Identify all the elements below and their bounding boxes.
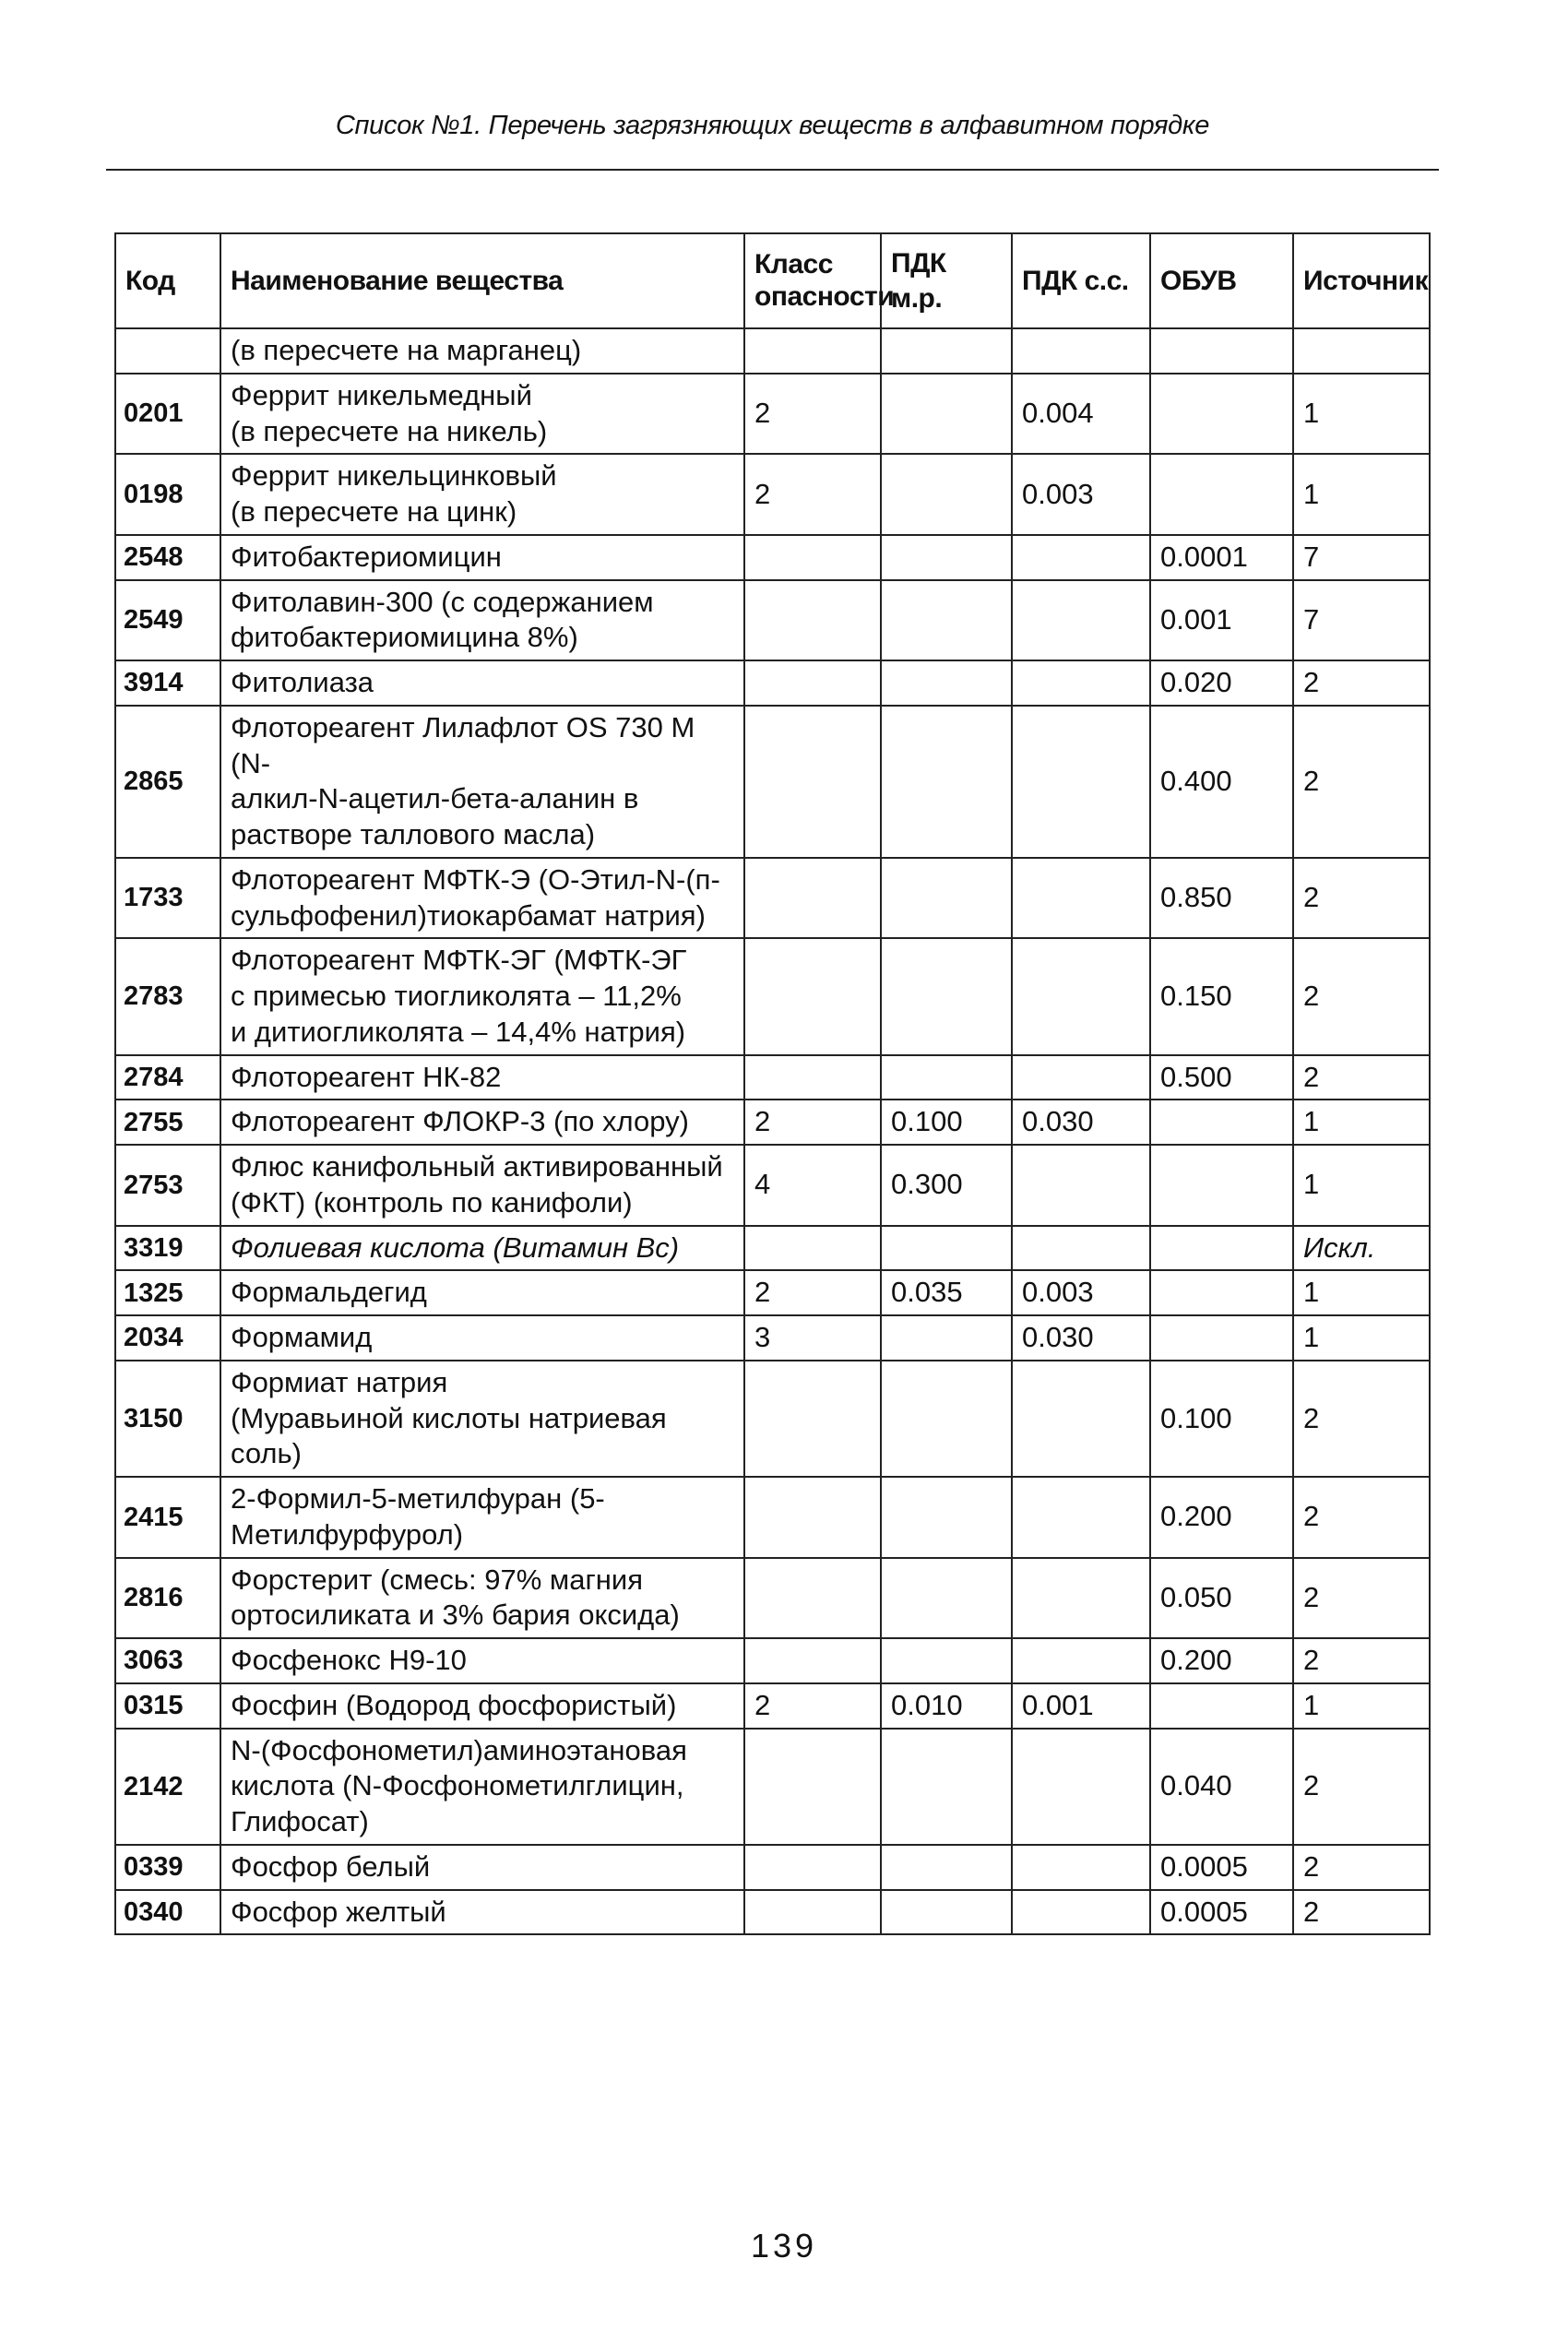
cell-source: 7: [1293, 535, 1430, 580]
cell-obuv: [1150, 1683, 1293, 1729]
cell-pdk-mr: [881, 454, 1012, 535]
cell-hazard-class: [744, 1558, 881, 1639]
cell-name: [220, 1683, 744, 1729]
cell-pdk-mr: 0.035: [881, 1270, 1012, 1315]
cell-obuv: [1150, 374, 1293, 455]
cell-source: 1: [1293, 1270, 1430, 1315]
cell-name-line: (в пересчете на марганец): [231, 334, 582, 366]
cell-hazard-class: [744, 1845, 881, 1890]
cell-code: 0315: [115, 1683, 220, 1729]
cell-name: [220, 1226, 744, 1271]
cell-hazard-class: [744, 1638, 881, 1683]
cell-hazard-class: 2: [744, 1100, 881, 1145]
cell-name: [220, 535, 744, 580]
cell-source: 2: [1293, 1055, 1430, 1100]
cell-code: 3914: [115, 660, 220, 706]
cell-code: 1325: [115, 1270, 220, 1315]
cell-name-line: с примесью тиогликолята – 11,2%: [231, 980, 682, 1012]
cell-source: [1293, 328, 1430, 374]
cell-name-line: (ФКТ) (контроль по канифоли): [231, 1185, 633, 1219]
cell-pdk-ss: 0.030: [1012, 1100, 1150, 1145]
cell-source: Искл.: [1293, 1226, 1430, 1271]
cell-name-line: Феррит никельцинковый: [231, 459, 557, 493]
table-row: [115, 1361, 1430, 1477]
cell-name: [220, 328, 744, 374]
cell-name: [220, 1845, 744, 1890]
table-body: [115, 328, 1430, 1934]
cell-pdk-ss: [1012, 858, 1150, 939]
table-row: [115, 1558, 1430, 1639]
table-row: [115, 1845, 1430, 1890]
cell-code: 0198: [115, 454, 220, 535]
cell-source: 1: [1293, 1100, 1430, 1145]
cell-hazard-class: [744, 1890, 881, 1935]
cell-name: [220, 1100, 744, 1145]
cell-pdk-mr: [881, 1890, 1012, 1935]
cell-code: 0201: [115, 374, 220, 455]
cell-obuv: [1150, 1226, 1293, 1271]
cell-source: 1: [1293, 1145, 1430, 1226]
cell-name: [220, 1315, 744, 1361]
cell-source: 1: [1293, 1315, 1430, 1361]
table-row: [115, 374, 1430, 455]
cell-pdk-mr: [881, 374, 1012, 455]
header-rule: [106, 169, 1439, 171]
cell-name-line: Фосфор желтый: [231, 1895, 446, 1928]
cell-pdk-ss: [1012, 328, 1150, 374]
cell-hazard-class: [744, 580, 881, 661]
cell-pdk-mr: [881, 1315, 1012, 1361]
cell-pdk-mr: [881, 660, 1012, 706]
cell-name-line: Фосфенокс Н9-10: [231, 1644, 467, 1676]
cell-code: 2415: [115, 1477, 220, 1558]
cell-obuv: 0.200: [1150, 1638, 1293, 1683]
cell-name: [220, 454, 744, 535]
col-header-hazard-class-text: Класс опасности: [754, 249, 895, 312]
cell-pdk-mr: [881, 580, 1012, 661]
cell-obuv: 0.500: [1150, 1055, 1293, 1100]
cell-name-line: Фолиевая кислота (Витамин Вс): [231, 1230, 680, 1264]
cell-name-line: ортосиликата и 3% бария оксида): [231, 1599, 680, 1632]
cell-name-line: Фитобактериомицин: [231, 540, 502, 573]
cell-pdk-ss: [1012, 535, 1150, 580]
cell-name: [220, 1890, 744, 1935]
cell-code: 1733: [115, 858, 220, 939]
cell-code: 2753: [115, 1145, 220, 1226]
cell-name-line: N-(Фосфонометил)аминоэтановая: [231, 1733, 687, 1766]
cell-code: 0339: [115, 1845, 220, 1890]
pollutants-table: [114, 232, 1431, 1935]
cell-name-line: Формиат натрия: [231, 1365, 448, 1398]
cell-hazard-class: [744, 328, 881, 374]
cell-hazard-class: [744, 1729, 881, 1845]
cell-name-line: Флотореагент ФЛОКР-3 (по хлору): [231, 1105, 689, 1138]
cell-source: 2: [1293, 938, 1430, 1054]
cell-name: [220, 858, 744, 939]
cell-code: 2548: [115, 535, 220, 580]
cell-pdk-mr: [881, 858, 1012, 939]
cell-pdk-mr: 0.100: [881, 1100, 1012, 1145]
cell-pdk-mr: [881, 1845, 1012, 1890]
cell-code: 3150: [115, 1361, 220, 1477]
cell-pdk-mr: [881, 706, 1012, 858]
cell-name-line: Фосфин (Водород фосфористый): [231, 1688, 677, 1721]
cell-hazard-class: 4: [744, 1145, 881, 1226]
cell-pdk-ss: [1012, 1361, 1150, 1477]
cell-name-line: (Муравьиной кислоты натриевая соль): [231, 1401, 667, 1470]
cell-hazard-class: 2: [744, 374, 881, 455]
col-header-name: Наименование вещества: [220, 233, 744, 328]
table-row: [115, 1729, 1430, 1845]
col-header-pdk-mr: ПДК м.р.: [881, 233, 1012, 328]
cell-source: 1: [1293, 454, 1430, 535]
cell-hazard-class: 2: [744, 1683, 881, 1729]
cell-name-line: 2-Формил-5-метилфуран (5-: [231, 1482, 605, 1515]
cell-pdk-mr: [881, 1477, 1012, 1558]
cell-source: 2: [1293, 1361, 1430, 1477]
cell-source: 2: [1293, 1477, 1430, 1558]
cell-source: 2: [1293, 1729, 1430, 1845]
cell-pdk-ss: [1012, 1890, 1150, 1935]
cell-name: [220, 580, 744, 661]
table-row: [115, 1477, 1430, 1558]
cell-obuv: 0.400: [1150, 706, 1293, 858]
cell-pdk-mr: [881, 1558, 1012, 1639]
cell-code: 2549: [115, 580, 220, 661]
cell-name: [220, 1361, 744, 1477]
cell-pdk-ss: [1012, 1226, 1150, 1271]
cell-name-line: фитобактериомицина 8%): [231, 621, 578, 654]
cell-pdk-mr: [881, 938, 1012, 1054]
cell-source: 2: [1293, 1890, 1430, 1935]
cell-pdk-mr: 0.300: [881, 1145, 1012, 1226]
cell-pdk-ss: [1012, 1729, 1150, 1845]
cell-source: 7: [1293, 580, 1430, 661]
cell-pdk-ss: [1012, 938, 1150, 1054]
cell-code: 3319: [115, 1226, 220, 1271]
cell-hazard-class: 3: [744, 1315, 881, 1361]
cell-name-line: алкил-N-ацетил-бета-аланин в: [231, 782, 639, 815]
cell-pdk-ss: [1012, 1477, 1150, 1558]
table-row: [115, 1055, 1430, 1100]
cell-obuv: [1150, 1100, 1293, 1145]
cell-hazard-class: [744, 858, 881, 939]
table-row: [115, 1226, 1430, 1271]
cell-hazard-class: [744, 706, 881, 858]
table-row: [115, 938, 1430, 1054]
cell-pdk-mr: [881, 535, 1012, 580]
cell-obuv: 0.150: [1150, 938, 1293, 1054]
cell-name-line: Флотореагент МФТК-Э (О-Этил-N-(п-: [231, 862, 720, 896]
cell-obuv: 0.001: [1150, 580, 1293, 661]
table-row: [115, 1270, 1430, 1315]
cell-pdk-ss: 0.001: [1012, 1683, 1150, 1729]
cell-name-line: Фосфор белый: [231, 1849, 431, 1883]
cell-obuv: 0.0001: [1150, 535, 1293, 580]
cell-name: [220, 1055, 744, 1100]
cell-source: 2: [1293, 660, 1430, 706]
cell-obuv: 0.100: [1150, 1361, 1293, 1477]
cell-source: 2: [1293, 1638, 1430, 1683]
cell-pdk-ss: [1012, 1845, 1150, 1890]
table-row: [115, 1145, 1430, 1226]
cell-pdk-ss: [1012, 1558, 1150, 1639]
cell-hazard-class: [744, 1477, 881, 1558]
cell-source: 1: [1293, 374, 1430, 455]
cell-pdk-ss: 0.030: [1012, 1315, 1150, 1361]
cell-hazard-class: 2: [744, 1270, 881, 1315]
cell-name-line: (в пересчете на цинк): [231, 495, 517, 528]
cell-code: 2816: [115, 1558, 220, 1639]
cell-obuv: 0.0005: [1150, 1845, 1293, 1890]
cell-hazard-class: [744, 1226, 881, 1271]
cell-pdk-ss: [1012, 706, 1150, 858]
cell-hazard-class: 2: [744, 454, 881, 535]
cell-obuv: [1150, 1315, 1293, 1361]
cell-pdk-ss: [1012, 1055, 1150, 1100]
cell-obuv: [1150, 1270, 1293, 1315]
cell-obuv: 0.0005: [1150, 1890, 1293, 1935]
cell-hazard-class: [744, 660, 881, 706]
table-row: [115, 1315, 1430, 1361]
cell-code: 2784: [115, 1055, 220, 1100]
cell-name: [220, 1270, 744, 1315]
table-row: [115, 706, 1430, 858]
cell-name-line: Формамид: [231, 1321, 373, 1353]
col-header-obuv: ОБУВ: [1150, 233, 1293, 328]
table-row: [115, 858, 1430, 939]
cell-pdk-ss: [1012, 1145, 1150, 1226]
cell-name-line: Флотореагент Лилафлот OS 730 M (N-: [231, 710, 695, 779]
cell-obuv: 0.850: [1150, 858, 1293, 939]
cell-name: [220, 374, 744, 455]
cell-name-line: Глифосат): [231, 1805, 369, 1837]
cell-name-line: Метилфурфурол): [231, 1517, 464, 1551]
cell-source: 2: [1293, 706, 1430, 858]
cell-pdk-mr: [881, 1729, 1012, 1845]
cell-pdk-ss: 0.003: [1012, 454, 1150, 535]
cell-name: [220, 938, 744, 1054]
cell-name-line: Формальдегид: [231, 1276, 427, 1309]
cell-source: 2: [1293, 1845, 1430, 1890]
cell-obuv: [1150, 328, 1293, 374]
cell-code: 3063: [115, 1638, 220, 1683]
cell-hazard-class: [744, 1055, 881, 1100]
table-row: [115, 535, 1430, 580]
cell-name-line: Феррит никельмедный: [231, 378, 532, 411]
cell-pdk-ss: 0.004: [1012, 374, 1150, 455]
cell-obuv: [1150, 454, 1293, 535]
col-header-source: Источник: [1293, 233, 1430, 328]
cell-name-line: Фитолавин-300 (с содержанием: [231, 585, 654, 618]
table-row: [115, 1100, 1430, 1145]
cell-source: 1: [1293, 1683, 1430, 1729]
cell-name-line: Флотореагент НК-82: [231, 1060, 502, 1093]
cell-pdk-mr: [881, 1055, 1012, 1100]
table-row: [115, 580, 1430, 661]
cell-source: 2: [1293, 858, 1430, 939]
cell-code: 2865: [115, 706, 220, 858]
cell-name-line: Флотореагент МФТК-ЭГ (МФТК-ЭГ: [231, 944, 687, 977]
cell-pdk-mr: [881, 1638, 1012, 1683]
cell-name-line: растворе таллового масла): [231, 818, 596, 850]
cell-pdk-ss: 0.003: [1012, 1270, 1150, 1315]
cell-code: 2034: [115, 1315, 220, 1361]
table-row: [115, 1683, 1430, 1729]
cell-pdk-mr: [881, 328, 1012, 374]
cell-obuv: 0.050: [1150, 1558, 1293, 1639]
table-row: [115, 1890, 1430, 1935]
cell-hazard-class: [744, 1361, 881, 1477]
cell-pdk-mr: [881, 1361, 1012, 1477]
page-number: 139: [750, 2227, 818, 2265]
col-header-code: Код: [115, 233, 220, 328]
cell-pdk-ss: [1012, 1638, 1150, 1683]
cell-name-line: Форстерит (смесь: 97% магния: [231, 1563, 644, 1596]
table-header-row: [115, 233, 1430, 328]
cell-code: 0340: [115, 1890, 220, 1935]
cell-pdk-ss: [1012, 580, 1150, 661]
cell-name: [220, 660, 744, 706]
cell-code: [115, 328, 220, 374]
cell-name-line: Фитолиаза: [231, 666, 374, 698]
cell-hazard-class: [744, 938, 881, 1054]
table-row: [115, 1638, 1430, 1683]
cell-name: [220, 1729, 744, 1845]
cell-name-line: Флюс канифольный активированный: [231, 1150, 723, 1183]
cell-name-line: и дитиогликолята – 14,4% натрия): [231, 1015, 686, 1048]
cell-name: [220, 1558, 744, 1639]
cell-name: [220, 1145, 744, 1226]
table-row: [115, 660, 1430, 706]
cell-code: 2755: [115, 1100, 220, 1145]
running-header: Список №1. Перечень загрязняющих веществ в алфавитном порядке: [335, 111, 1210, 140]
cell-pdk-mr: 0.010: [881, 1683, 1012, 1729]
table-row: [115, 454, 1430, 535]
cell-obuv: 0.020: [1150, 660, 1293, 706]
cell-name: [220, 706, 744, 858]
cell-name: [220, 1638, 744, 1683]
cell-obuv: 0.040: [1150, 1729, 1293, 1845]
cell-pdk-mr: [881, 1226, 1012, 1271]
cell-obuv: 0.200: [1150, 1477, 1293, 1558]
cell-hazard-class: [744, 535, 881, 580]
cell-name-line: кислота (N-Фосфонометилглицин,: [231, 1769, 684, 1802]
cell-name-line: сульфофенил)тиокарбамат натрия): [231, 898, 706, 932]
col-header-hazard-class: [744, 233, 895, 328]
cell-pdk-ss: [1012, 660, 1150, 706]
table-row: [115, 328, 1430, 374]
cell-code: 2783: [115, 938, 220, 1054]
cell-obuv: [1150, 1145, 1293, 1226]
cell-name: [220, 1477, 744, 1558]
cell-name-line: (в пересчете на никель): [231, 414, 548, 447]
col-header-pdk-ss: ПДК с.с.: [1012, 233, 1150, 328]
cell-code: 2142: [115, 1729, 220, 1845]
cell-source: 2: [1293, 1558, 1430, 1639]
